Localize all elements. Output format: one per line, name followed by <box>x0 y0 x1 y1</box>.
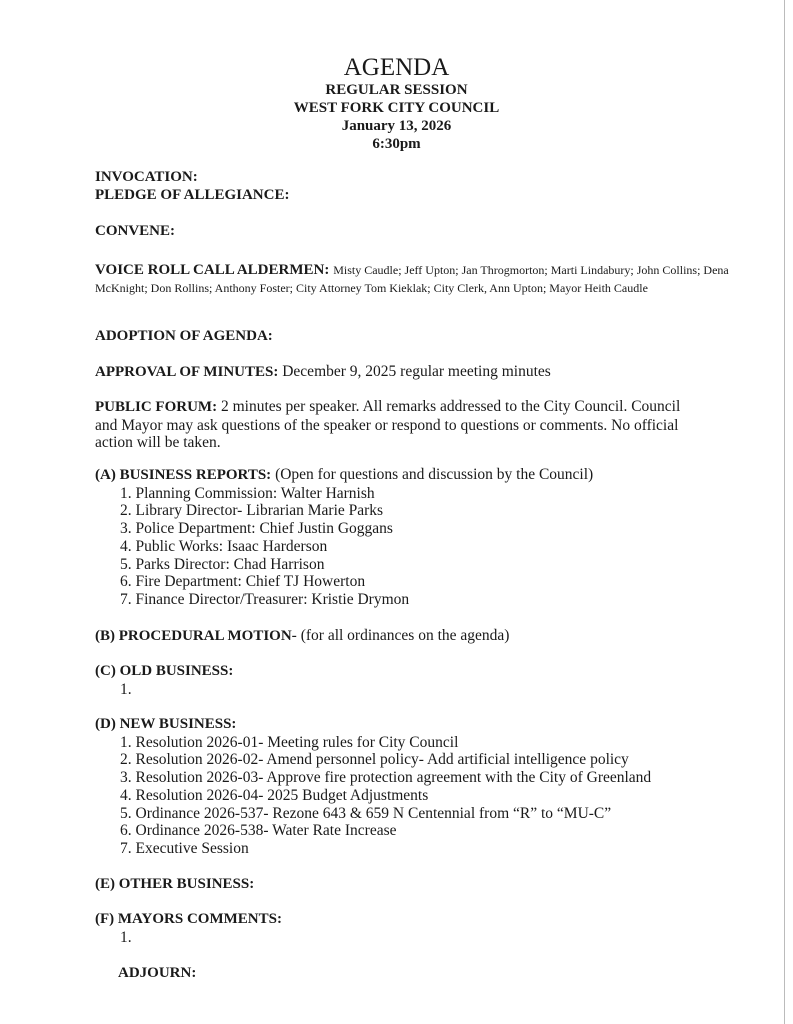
document-title: AGENDA <box>343 54 450 81</box>
pledge-heading: PLEDGE OF ALLEGIANCE: <box>95 187 290 203</box>
list-item: 2. Resolution 2026-02- Amend personnel policy- Add artificial intelligence policy <box>120 751 629 769</box>
list-item: 1. Resolution 2026-01- Meeting rules for City Council <box>120 733 459 751</box>
old-business-heading: (C) OLD BUSINESS: <box>95 663 234 679</box>
public-forum-text: 2 minutes per speaker. All remarks addressed to the City Council. Council and Mayor may ask questions of the speaker or respond to questions or comments. No official action will be taken. <box>95 398 681 451</box>
approval-heading: APPROVAL OF MINUTES: <box>95 364 279 380</box>
approval-section <box>95 363 735 382</box>
invocation-heading: INVOCATION: <box>95 169 198 185</box>
convene-heading: CONVENE: <box>95 223 176 239</box>
list-item: 2. Library Director- Librarian Marie Parks <box>120 502 384 520</box>
new-business-heading: (D) NEW BUSINESS: <box>95 716 237 732</box>
list-item: 3. Police Department: Chief Justin Goggans <box>120 520 393 538</box>
other-business-heading: (E) OTHER BUSINESS: <box>95 876 255 892</box>
list-item: 1. <box>120 680 132 698</box>
new-business-section <box>95 716 735 858</box>
list-item: 4. Public Works: Isaac Harderson <box>120 537 328 555</box>
list-item: 7. Finance Director/Treasurer: Kristie Drymon <box>120 591 410 609</box>
public-forum-section <box>95 398 695 452</box>
meeting-time: 6:30pm <box>372 136 421 152</box>
business-reports-list <box>95 485 735 610</box>
procedural-section <box>95 627 735 646</box>
business-reports-heading: (A) BUSINESS REPORTS: <box>95 467 272 483</box>
list-item: 5. Parks Director: Chad Harrison <box>120 555 325 573</box>
list-item: 6. Ordinance 2026-538- Water Rate Increase <box>120 822 397 840</box>
mayors-comments-heading: (F) MAYORS COMMENTS: <box>95 911 282 927</box>
business-reports-section <box>95 466 735 609</box>
roll-call-heading: VOICE ROLL CALL ALDERMEN: <box>95 262 330 278</box>
roll-call-names: Misty Caudle; Jeff Upton; Jan Throgmorton; Marti Lindabury; John Collins; Dena McKnight; Don Rollins; Anthony Foster; City Attorney Tom Kieklak; City Clerk, Ann Upton; Mayor Heith Caudle <box>95 263 729 295</box>
adoption-heading: ADOPTION OF AGENDA: <box>95 328 273 344</box>
procedural-heading: (B) PROCEDURAL MOTION <box>95 628 292 644</box>
list-item: 4. Resolution 2026-04- 2025 Budget Adjustments <box>120 786 429 804</box>
list-item: 1. <box>120 928 132 946</box>
list-item: 3. Resolution 2026-03- Approve fire protection agreement with the City of Greenland <box>120 769 652 787</box>
roll-call-section <box>95 261 735 297</box>
meeting-date: January 13, 2026 <box>341 118 452 134</box>
procedural-text: - (for all ordinances on the agenda) <box>291 627 510 644</box>
list-item: 7. Executive Session <box>120 840 249 858</box>
new-business-list <box>95 734 735 859</box>
council-name: WEST FORK CITY COUNCIL <box>293 100 500 116</box>
mayors-comments-section <box>95 911 735 946</box>
old-business-section <box>95 663 735 698</box>
list-item: 5. Ordinance 2026-537- Rezone 643 & 659 N Centennial from “R” to “MU-C” <box>120 804 612 822</box>
adjourn-heading: ADJOURN: <box>118 965 197 981</box>
list-item: 1. Planning Commission: Walter Harnish <box>120 484 375 502</box>
approval-text: December 9, 2025 regular meeting minutes <box>282 363 551 380</box>
scan-edge <box>784 0 785 1024</box>
public-forum-heading: PUBLIC FORUM: <box>95 399 218 415</box>
list-item: 6. Fire Department: Chief TJ Howerton <box>120 573 366 591</box>
session-type: REGULAR SESSION <box>325 82 468 98</box>
business-reports-note: (Open for questions and discussion by the Council) <box>275 466 594 483</box>
